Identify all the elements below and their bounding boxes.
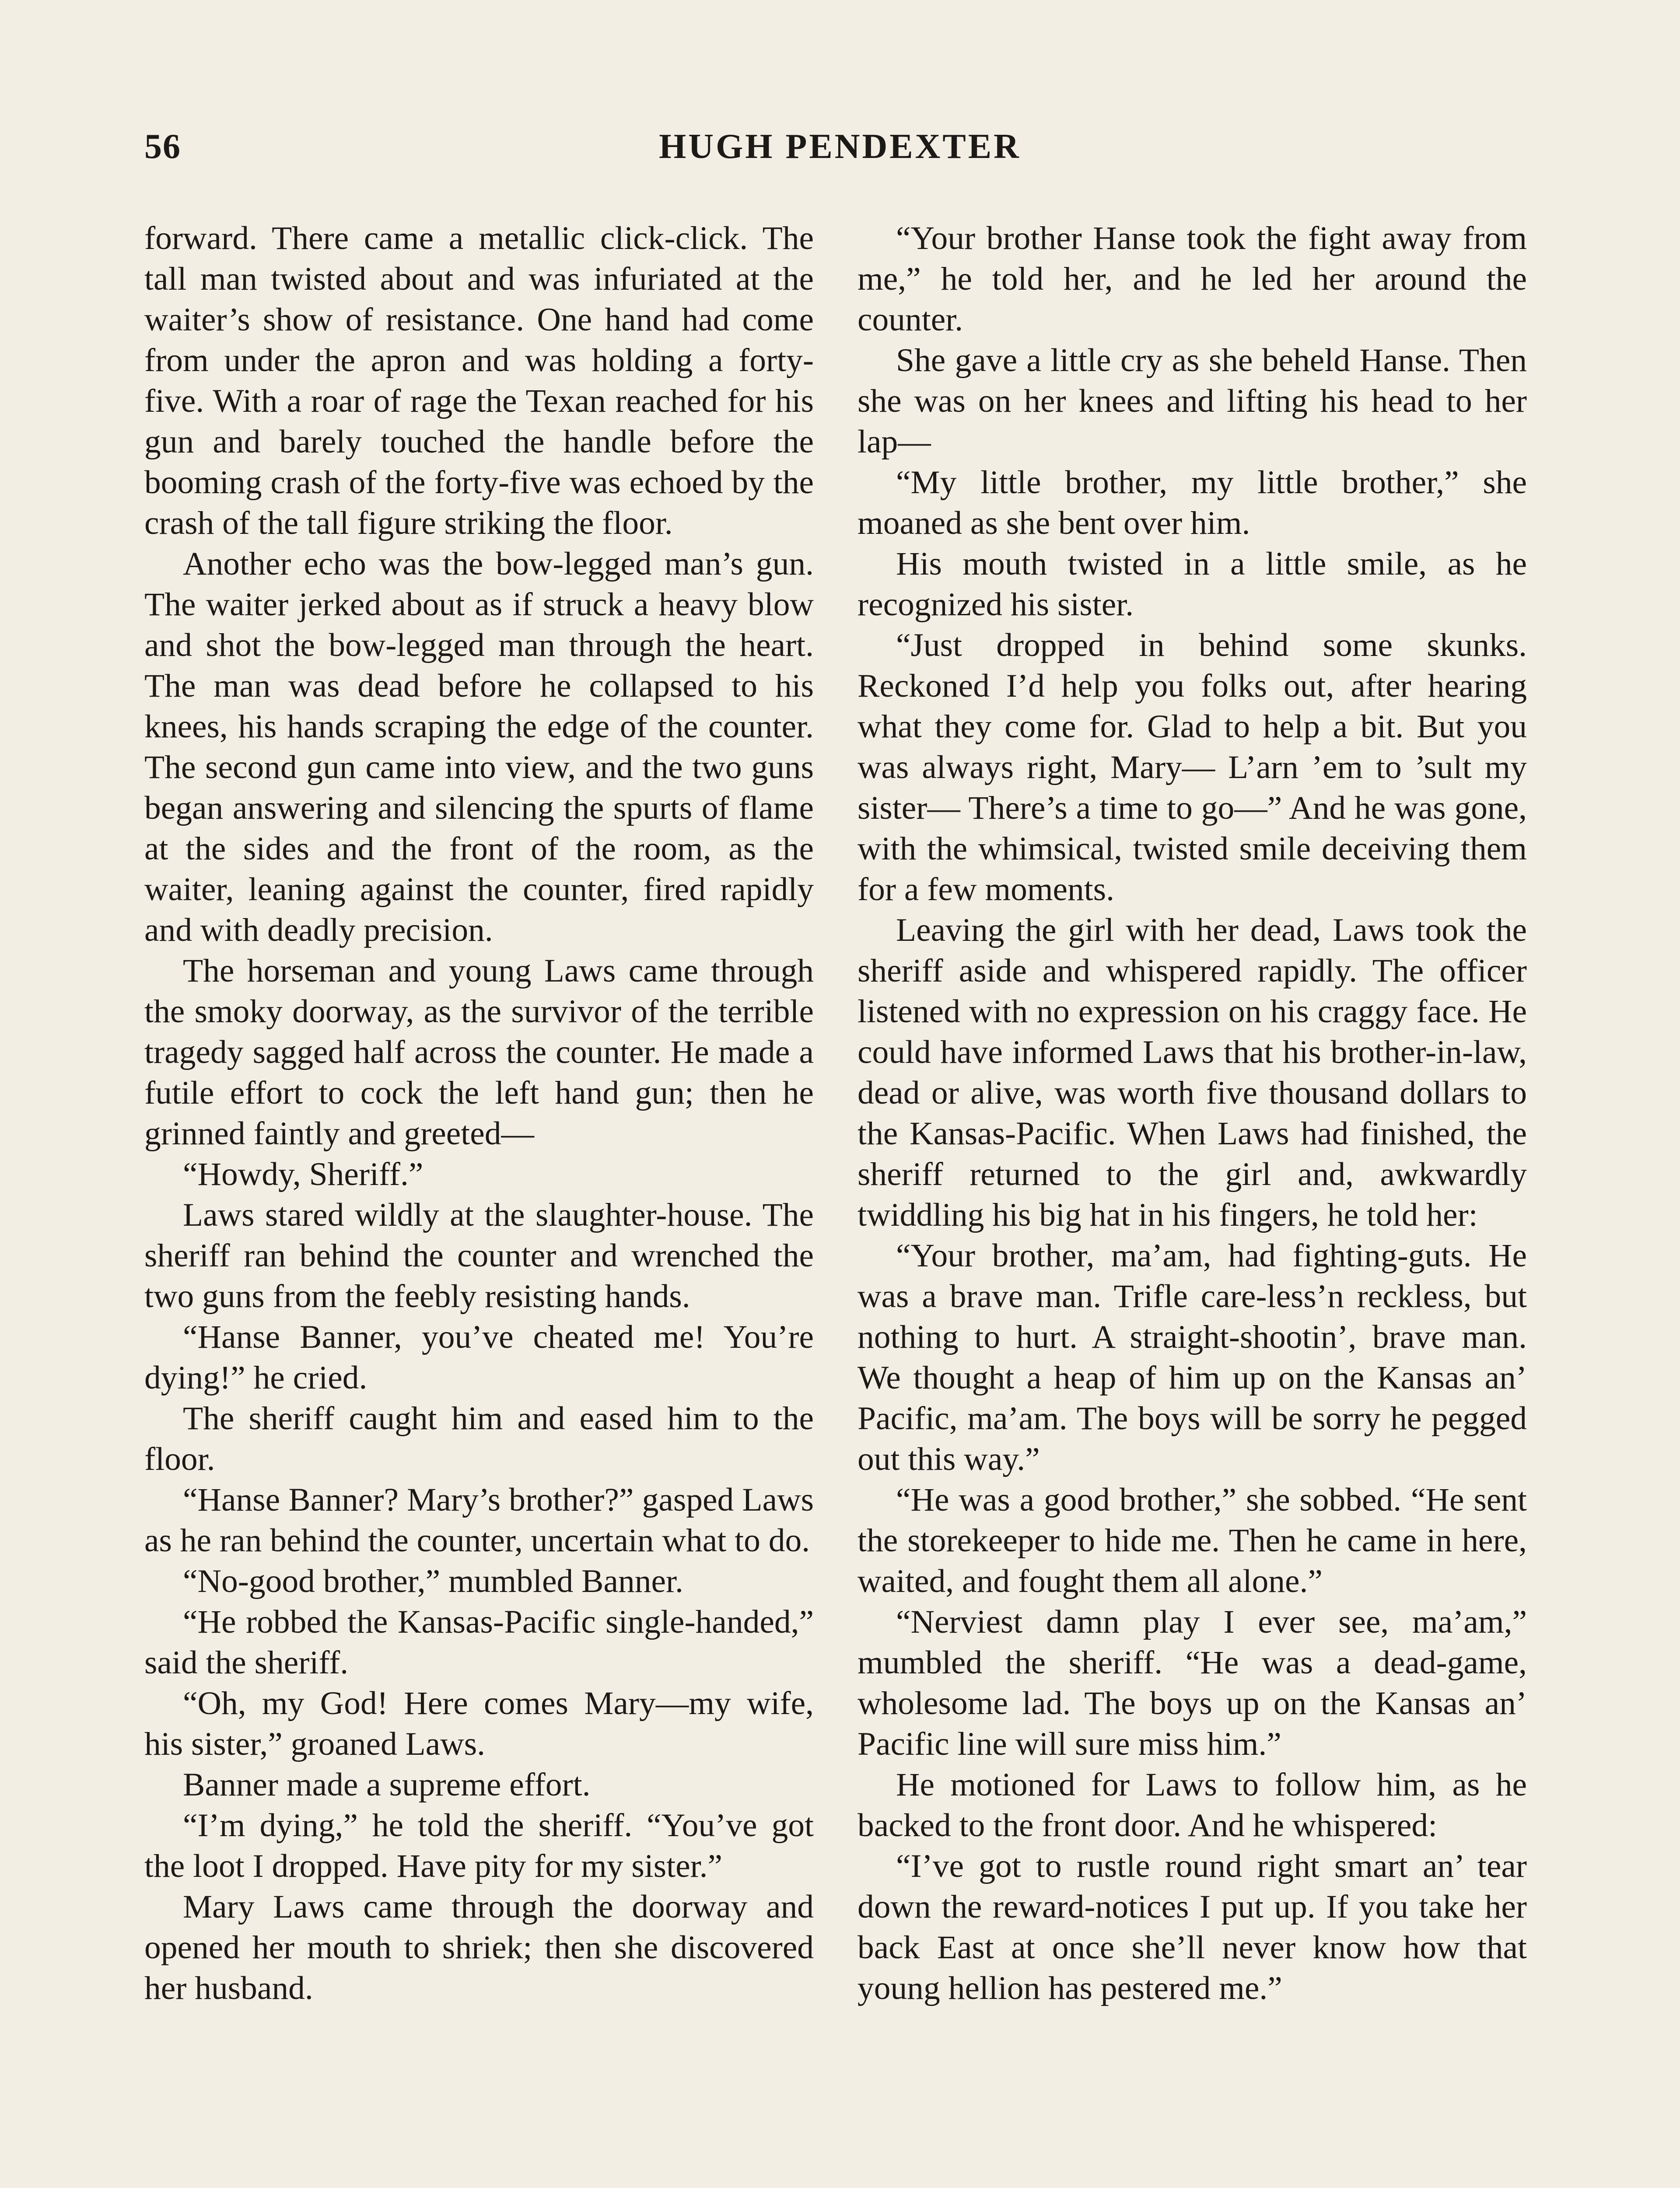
paragraph: “He robbed the Kansas-Pacific single-handed,” said the sheriff.: [144, 1604, 814, 1681]
paragraph: “I’m dying,” he told the sheriff. “You’ve got the loot I dropped. Have pity for my sister.”: [144, 1807, 814, 1884]
paragraph: forward. There came a metallic click-click. The tall man twisted about and was infuriated at the waiter’s show of resistance. One hand had come from under the apron and was holding a forty-five. With a roar of rage the Texan reached for his gun and barely touched the handle before the booming crash of the forty-five was echoed by the crash of the tall figure striking the floor.: [144, 220, 814, 541]
paragraph: Banner made a supreme effort.: [183, 1767, 591, 1803]
page-number: 56: [144, 127, 181, 166]
paragraph: “Hanse Banner, you’ve cheated me! You’re dying!” he cried.: [144, 1319, 814, 1396]
paragraph: Leaving the girl with her dead, Laws took the sheriff aside and whispered rapidly. The officer listened with no expression on his craggy face. He could have informed Laws that his brother-in-law, dead or alive, was worth five thousand dollars to the Kansas-Pacific. When Laws had finished, the sheriff returned to the girl and, awkwardly twiddling his big hat in his fingers, he told her:: [858, 912, 1527, 1233]
paragraph: His mouth twisted in a little smile, as he recognized his sister.: [858, 546, 1527, 623]
page-header: [144, 127, 1536, 179]
paragraph: “No-good brother,” mumbled Banner.: [183, 1563, 683, 1599]
paragraph: “Your brother, ma’am, had fighting-guts. He was a brave man. Trifle care-less’n reckless, but nothing to hurt. A straight-shootin’, brave man. We thought a heap of him up on the Kansas an’ Pacific, ma’am. The boys will be sorry he pegged out this way.”: [858, 1238, 1527, 1477]
paragraph: She gave a little cry as she beheld Hanse. Then she was on her knees and lifting his head to her lap—: [858, 342, 1527, 460]
left-column: [144, 218, 814, 2009]
paragraph: “Oh, my God! Here comes Mary—my wife, his sister,” groaned Laws.: [144, 1685, 814, 1762]
right-column: [858, 218, 1527, 2009]
paragraph: “Nerviest damn play I ever see, ma’am,” mumbled the sheriff. “He was a dead-game, wholesome lad. The boys up on the Kansas an’ Pacific line will sure miss him.”: [858, 1604, 1527, 1762]
paragraph: Mary Laws came through the doorway and opened her mouth to shriek; then she discovered her husband.: [144, 1889, 814, 2006]
paragraph: He motioned for Laws to follow him, as he backed to the front door. And he whispered:: [858, 1767, 1527, 1844]
paragraph: “Hanse Banner? Mary’s brother?” gasped Laws as he ran behind the counter, uncertain what to do.: [144, 1482, 814, 1559]
paragraph: Another echo was the bow-legged man’s gun. The waiter jerked about as if struck a heavy blow and shot the bow-legged man through the heart. The man was dead before he collapsed to his knees, his hands scraping the edge of the counter. The second gun came into view, and the two guns began answering and silencing the spurts of flame at the sides and the front of the room, as the waiter, leaning against the counter, fired rapidly and with deadly precision.: [144, 546, 814, 948]
paragraph: “He was a good brother,” she sobbed. “He sent the storekeeper to hide me. Then he came in here, waited, and fought them all alone.”: [858, 1482, 1527, 1599]
paragraph: Laws stared wildly at the slaughter-house. The sheriff ran behind the counter and wrenched the two guns from the feebly resisting hands.: [144, 1197, 814, 1315]
paragraph: “I’ve got to rustle round right smart an’ tear down the reward-notices I put up. If you take her back East at once she’ll never know how that young hellion has pestered me.”: [858, 1848, 1527, 2006]
paragraph: The horseman and young Laws came through the smoky doorway, as the survivor of the terrible tragedy sagged half across the counter. He made a futile effort to cock the left hand gun; then he grinned faintly and greeted—: [144, 953, 814, 1152]
running-head: HUGH PENDEXTER: [659, 127, 1021, 166]
paragraph: “Your brother Hanse took the fight away from me,” he told her, and he led her around the counter.: [858, 220, 1527, 338]
paragraph: “Just dropped in behind some skunks. Reckoned I’d help you folks out, after hearing what they come for. Glad to help a bit. But you was always right, Mary— L’arn ’em to ’sult my sister— There’s a time to go—” And he was gone, with the whimsical, twisted smile deceiving them for a few moments.: [858, 627, 1527, 908]
paragraph: “Howdy, Sheriff.”: [183, 1156, 424, 1192]
paragraph: The sheriff caught him and eased him to the floor.: [144, 1400, 814, 1477]
paragraph: “My little brother, my little brother,” she moaned as she bent over him.: [858, 464, 1527, 541]
